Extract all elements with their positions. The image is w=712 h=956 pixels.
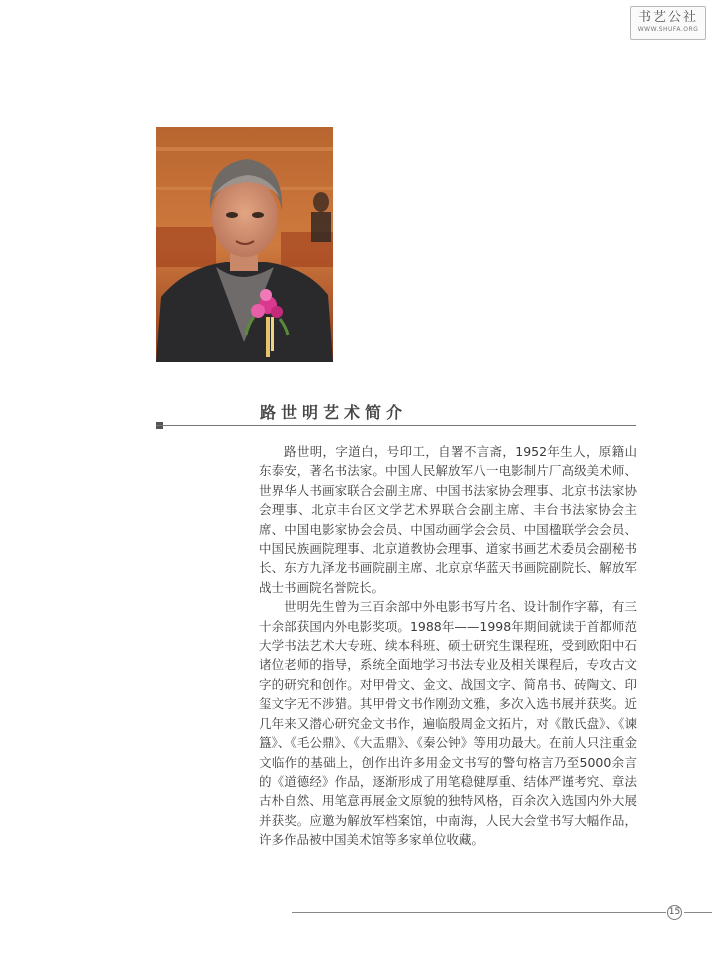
- title-divider: [156, 425, 636, 426]
- logo-url: WWW.SHUFA.ORG: [637, 26, 699, 33]
- page-number: 15: [667, 905, 682, 920]
- page-title: 路世明艺术简介: [260, 403, 408, 422]
- biography-text: [259, 442, 637, 850]
- biography-paragraph: 路世明，字道白，号印工，自署不言斋，1952年生人，原籍山东泰安，著名书法家。中国人民解放军八一电影制片厂高级美术师、世界华人书画家联合会副主席、中国书法家协会理事、北京书法家协会理事、北京丰台区文学艺术界联合会副主席、丰台书法家协会主席、中国电影家协会会员、中国动画学会会员、中国楹联学会会员、中国民族画院理事、北京道教协会理事、道家书画艺术委员会副秘书长、东方九泽龙书画院副主席、北京京华蓝天书画院副院长、解放军战士书画院名誉院长。: [259, 444, 637, 595]
- portrait-photo: [156, 127, 333, 362]
- footer-divider-end: [684, 912, 712, 913]
- site-logo: [630, 6, 706, 40]
- biography-paragraph: 世明先生曾为三百余部中外电影书写片名、设计制作字幕，有三十余部获国内外电影奖项。1988年——1998年期间就读于首都师范大学书法艺术大专班、续本科班、硕士研究生课程班，受到欧阳中石诸位老师的指导，系统全面地学习书法专业及相关课程后，专攻古文字的研究和创作。对甲骨文、金文、战国文字、简帛书、砖陶文、印玺文字无不涉猎。其甲骨文书作刚劲文雅，多次入选书展并获奖。近几年来又潜心研究金文书作，遍临殷周金文拓片，对《散氏盘》、《谏簋》、《毛公鼎》、《大盂鼎》、《秦公钟》等用功最大。在前人只注重金文临作的基础上，创作出许多用金文书写的警句格言乃至5000余言的《道德经》作品，逐渐形成了用笔稳健厚重、结体严谨考究、章法古朴自然、用笔意再展金文原貌的独特风格，百余次入选国内外大展并获奖。应邀为解放军档案馆，中南海，人民大会堂书写大幅作品，许多作品被中国美术馆等多家单位收藏。: [259, 599, 637, 848]
- portrait-illustration: [156, 127, 333, 362]
- logo-mark: 书艺公社: [637, 10, 698, 25]
- footer-divider: [292, 912, 666, 913]
